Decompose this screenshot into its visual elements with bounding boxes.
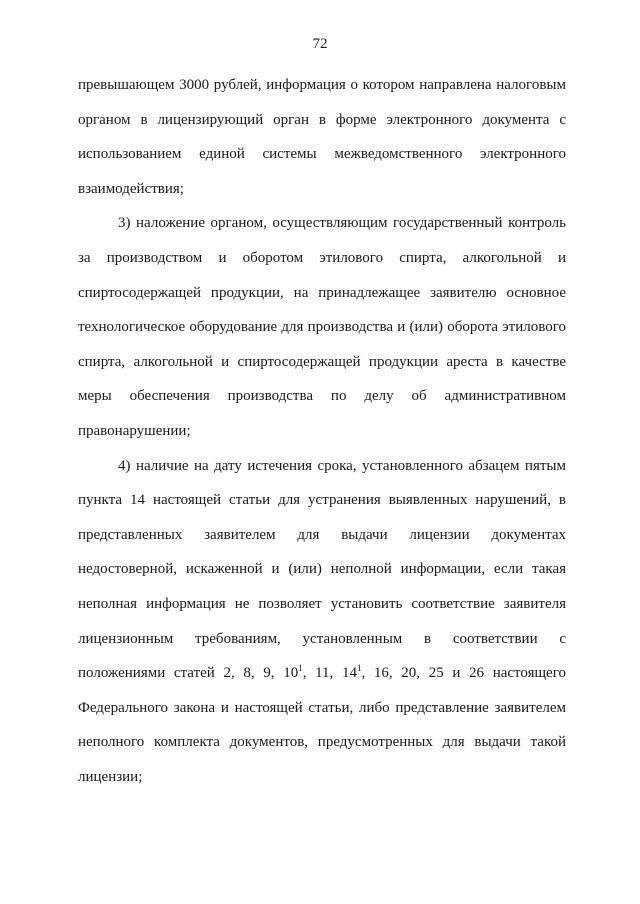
- paragraph-text: , 16, 20, 25 и 26 настоящего Федерального закона и настоящей статьи, либо представление заявителем неполного комплекта документов, предусмотренных для выдачи такой лицензии;: [78, 665, 566, 785]
- paragraph: [78, 68, 566, 206]
- superscript: 1: [298, 663, 303, 674]
- paragraph: [78, 206, 566, 448]
- paragraph-text: превышающем 3000 рублей, информация о котором направлена налоговым органом в лицензирующий орган в форме электронного документа с использованием единой системы межведомственного электронного взаимодействия;: [78, 77, 566, 197]
- superscript: 1: [356, 663, 362, 674]
- page-number: 72: [312, 36, 328, 52]
- paragraph: [78, 449, 566, 795]
- paragraph-text: 3) наложение органом, осуществляющим государственный контроль за производством и оборотом этилового спирта, алкогольной и спиртосодержащей продукции, на принадлежащее заявителю основное технологическое оборудование для производства и (или) оборота этилового спирта, алкогольной и спиртосодержащей продукции ареста в качестве меры обеспечения производства по делу об административном правонарушении;: [78, 215, 566, 439]
- paragraph-text: , 11, 14: [302, 665, 357, 682]
- document-body: [78, 68, 566, 794]
- paragraph-text: 4) наличие на дату истечения срока, установленного абзацем пятым пункта 14 настоящей статьи для устранения выявленных нарушений, в представленных заявителем для выдачи лицензии документах недостоверной, искаженной и (или) неполной информации, если такая неполная информация не позволяет установить соответствие заявителя лицензионным требованиям, установленным в соответствии с положениями статей 2, 8, 9, 10: [78, 457, 566, 682]
